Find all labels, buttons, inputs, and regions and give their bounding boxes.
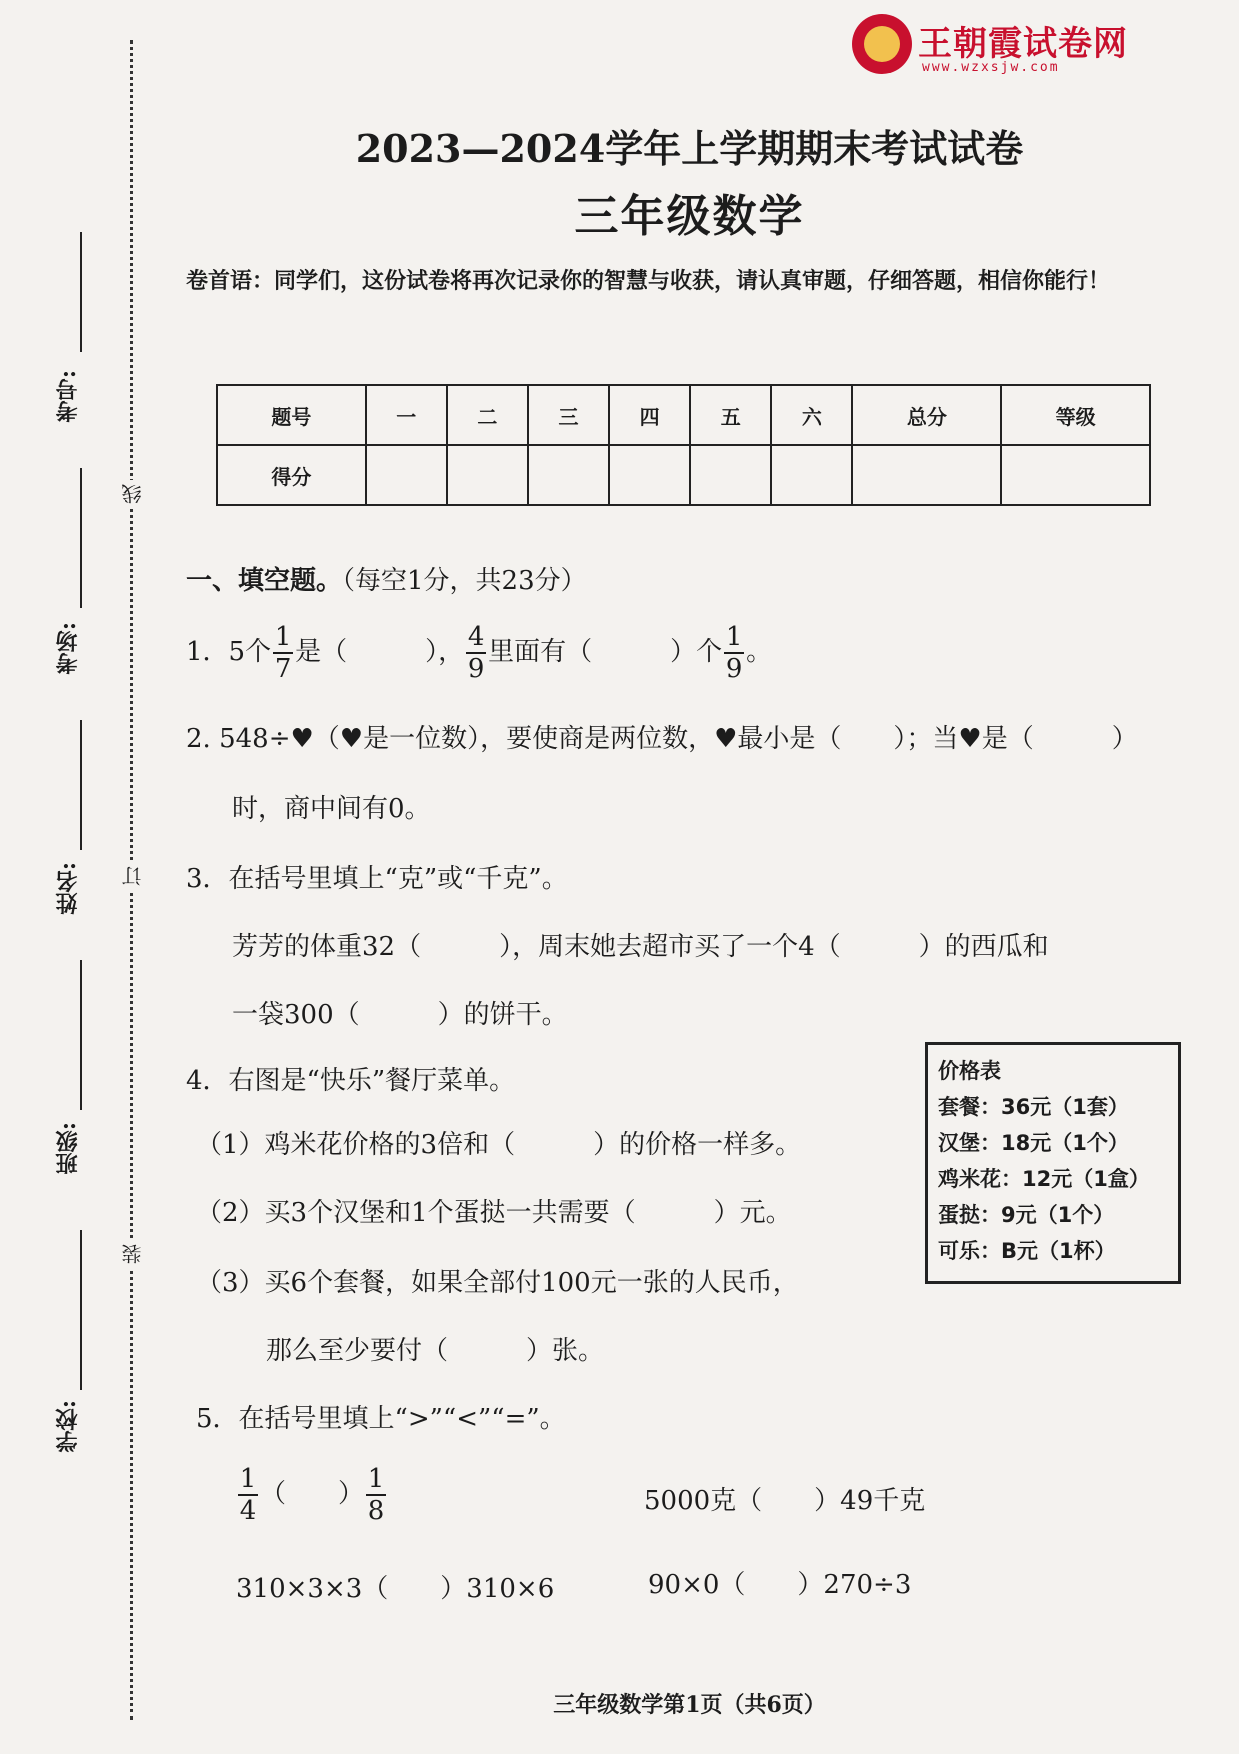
question-4-part-1: （1）鸡米花价格的3倍和（ ）的价格一样多。 — [196, 1130, 802, 1160]
logo-name: 王朝霞试卷网 — [918, 24, 1128, 64]
question-3-line-2: 芳芳的体重32（ ），周末她去超市买了一个4（ ）的西瓜和 — [232, 932, 1049, 962]
section-1-title: 一、填空题。 — [186, 566, 343, 596]
logo-emblem-icon — [852, 14, 912, 74]
fraction-numerator: 1 — [725, 622, 743, 652]
question-3-line-3: 一袋300（ ）的饼干。 — [232, 1000, 568, 1030]
question-5-line-1: 5．在括号里填上“>”“<”“=”。 — [196, 1404, 566, 1434]
site-logo — [852, 12, 1172, 78]
score-blank[interactable] — [1001, 445, 1150, 505]
fraction-numerator: 1 — [239, 1464, 257, 1494]
q1-num: 1． — [186, 637, 229, 667]
score-cell: 四 — [609, 385, 690, 445]
score-cell: 五 — [690, 385, 771, 445]
exam-number-label: 考号: — [55, 370, 81, 423]
exam-title: 2023—2024学年上学期期末考试试卷 — [355, 126, 1024, 171]
score-blank[interactable] — [609, 445, 690, 505]
fraction-denominator: 8 — [367, 1496, 385, 1526]
question-4-part-3-cont: 那么至少要付（ ）张。 — [266, 1336, 605, 1366]
fraction-denominator: 4 — [239, 1496, 257, 1526]
question-1 — [186, 622, 772, 684]
price-table — [925, 1042, 1181, 1284]
school-line — [80, 1230, 82, 1390]
q5-fraction-1 — [238, 1464, 258, 1526]
score-cell: 六 — [771, 385, 852, 445]
price-item: 可乐：B元（1杯） — [938, 1239, 1116, 1263]
name-label: 姓名: — [55, 862, 81, 915]
class-label: 班级: — [55, 1122, 81, 1175]
fraction-numerator: 1 — [274, 622, 292, 652]
section-1-heading — [186, 560, 587, 597]
exam-number-line — [80, 232, 82, 352]
score-blank[interactable] — [366, 445, 447, 505]
price-table-title: 价格表 — [938, 1059, 1001, 1083]
exam-subtitle: 三年级数学 — [574, 191, 805, 242]
fraction-denominator: 9 — [725, 654, 743, 684]
fraction-denominator: 7 — [274, 654, 292, 684]
class-line — [80, 960, 82, 1110]
q1-fraction-3 — [724, 622, 744, 684]
question-5-compare-d: 90×0（ ）270÷3 — [648, 1570, 912, 1600]
section-1-note: （每空1分，共23分） — [342, 566, 587, 596]
q1-text-c: 里面有（ ）个 — [488, 637, 723, 667]
score-blank[interactable] — [528, 445, 609, 505]
q1-text-d: 。 — [746, 637, 773, 667]
score-cell: 总分 — [852, 385, 1001, 445]
q1-fraction-2 — [466, 622, 486, 684]
price-item: 鸡米花：12元（1盒） — [938, 1167, 1150, 1191]
page-footer: 三年级数学第1页（共6页） — [553, 1692, 826, 1718]
binding-char-staple: 订 — [118, 862, 147, 890]
score-blank[interactable] — [690, 445, 771, 505]
binding-char-bind: 装 — [118, 1240, 147, 1268]
score-table-score-row — [217, 445, 1150, 505]
fraction-numerator: 1 — [367, 1464, 385, 1494]
score-cell: 二 — [447, 385, 528, 445]
score-blank[interactable] — [771, 445, 852, 505]
q1-text-a: 5个 — [228, 637, 272, 667]
fraction-numerator: 4 — [467, 622, 485, 652]
question-2-line-2: 时，商中间有0。 — [232, 794, 431, 824]
score-cell: 题号 — [217, 385, 366, 445]
price-item: 套餐：36元（1套） — [938, 1095, 1129, 1119]
foreword: 卷首语：同学们，这份试卷将再次记录你的智慧与收获，请认真审题，仔细答题，相信你能行！ — [186, 268, 1111, 294]
question-5-compare-b: 5000克（ ）49千克 — [644, 1486, 926, 1516]
score-blank[interactable] — [447, 445, 528, 505]
question-4-part-2: （2）买3个汉堡和1个蛋挞一共需要（ ）元。 — [196, 1198, 792, 1228]
name-line — [80, 720, 82, 850]
question-5-compare-a — [236, 1464, 388, 1526]
q1-fraction-1 — [273, 622, 293, 684]
q5-fraction-2 — [366, 1464, 386, 1526]
score-blank[interactable] — [852, 445, 1001, 505]
school-label: 学校: — [55, 1400, 81, 1453]
binding-char-line: 线 — [118, 480, 147, 508]
question-5-compare-c: 310×3×3（ ）310×6 — [236, 1574, 555, 1604]
score-cell: 三 — [528, 385, 609, 445]
exam-room-label: 考场: — [55, 622, 81, 675]
exam-room-line — [80, 468, 82, 608]
question-4-line-1: 4．右图是“快乐”餐厅菜单。 — [186, 1066, 516, 1096]
score-table-header-row — [217, 385, 1150, 445]
score-table — [216, 384, 1151, 506]
q5-blank-a: （ ） — [260, 1479, 365, 1509]
question-3-line-1: 3．在括号里填上“克”或“千克”。 — [186, 864, 568, 894]
fraction-denominator: 9 — [467, 654, 485, 684]
logo-url: www.wzxsjw.com — [922, 60, 1060, 75]
price-item: 汉堡：18元（1个） — [938, 1131, 1129, 1155]
question-2-line-1: 2. 548÷♥（♥是一位数），要使商是两位数，♥最小是（ ）；当♥是（ ） — [186, 724, 1138, 754]
price-item: 蛋挞：9元（1个） — [938, 1203, 1115, 1227]
question-4-part-3: （3）买6个套餐，如果全部付100元一张的人民币， — [196, 1268, 799, 1298]
score-cell: 一 — [366, 385, 447, 445]
q1-text-b: 是（ ）， — [295, 637, 465, 667]
score-cell: 等级 — [1001, 385, 1150, 445]
score-cell: 得分 — [217, 445, 366, 505]
